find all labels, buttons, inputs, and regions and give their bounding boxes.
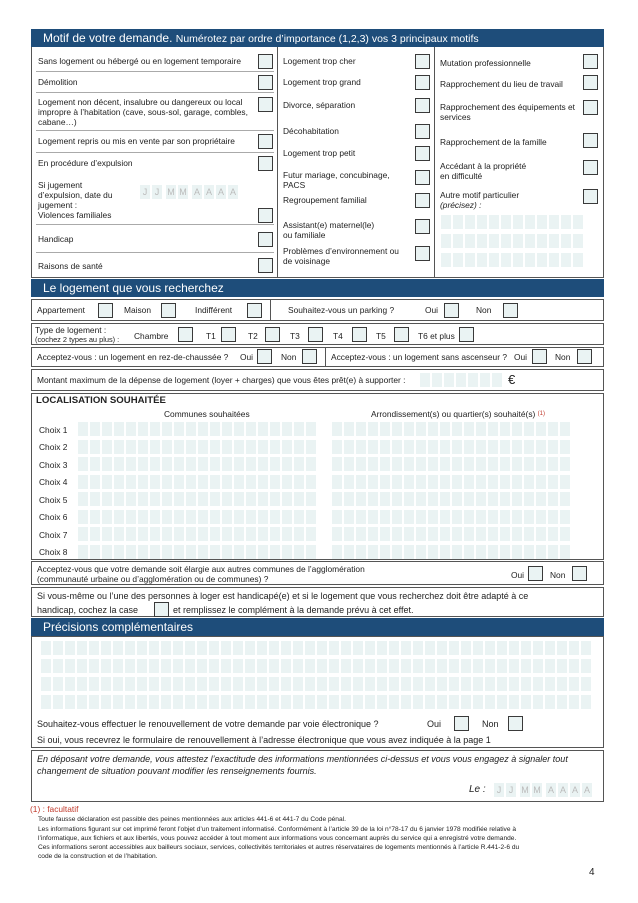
taille-t4: T4: [333, 331, 343, 341]
motif-sante: Raisons de santé: [38, 261, 103, 271]
motif-trop-grand: Logement trop grand: [283, 77, 361, 87]
parking-non-checkbox[interactable]: [503, 303, 518, 318]
choix-label: Choix 5: [39, 495, 68, 505]
rdc-oui-label: Oui: [240, 352, 254, 362]
choix-label: Choix 1: [39, 425, 68, 435]
taille-t6: T6 et plus: [418, 331, 455, 341]
choix-label: Choix 6: [39, 512, 68, 522]
parking-question: Souhaitez-vous un parking ?: [288, 305, 395, 315]
motif-checkbox[interactable]: [415, 124, 430, 139]
motif-subtitle: Numérotez par ordre d’importance (1,2,3) vos 3 principaux motifs: [175, 33, 479, 45]
motif-checkbox[interactable]: [258, 156, 273, 171]
footer-line: Les informations figurant sur cet imprimé feront l’objet d’un traitement informatisé. Conformément à l’article 39 de la loi n°78-17 du 6 janvier 1978 modifiée relative à: [38, 826, 516, 833]
motif-checkbox[interactable]: [583, 54, 598, 69]
motif-violences: Violences familiales: [38, 210, 112, 220]
arrondissement-header: Arrondissement(s) ou quartier(s) souhaité(s) $^{(1)}$: [371, 409, 545, 419]
motif-checkbox[interactable]: [415, 246, 430, 261]
elargie-oui-checkbox[interactable]: [528, 566, 543, 581]
type-indifferent: Indifférent: [195, 305, 233, 315]
motif-assistant: Assistant(e) maternel(le) ou familiale: [283, 220, 375, 240]
t1-checkbox[interactable]: [221, 327, 236, 342]
motif-mariage: Futur mariage, concubinage, PACS: [283, 170, 390, 190]
motif-checkbox[interactable]: [583, 133, 598, 148]
motif-checkbox[interactable]: [258, 258, 273, 273]
motif-checkbox[interactable]: [258, 208, 273, 223]
ascenseur-non-checkbox[interactable]: [577, 349, 592, 364]
logement-header: [31, 279, 604, 297]
taille-t5: T5: [376, 331, 386, 341]
motif-checkbox[interactable]: [415, 54, 430, 69]
motif-equipements: Rapprochement des équipements et services: [440, 102, 576, 122]
handicap-checkbox[interactable]: [154, 602, 169, 617]
footnote-label: (1) : facultatif: [30, 804, 79, 814]
precisions-title: Précisions complémentaires: [43, 620, 194, 634]
elargie-question: Acceptez-vous que votre demande soit élargie aux autres communes de l’agglomération: [37, 564, 365, 574]
motif-non-decent: Logement non décent, insalubre ou dangereux ou local impropre à l’habitation (cave, sous-sol, garage, combles, cabane…): [38, 97, 248, 127]
motif-checkbox[interactable]: [583, 160, 598, 175]
choix-label: Choix 3: [39, 460, 68, 470]
type-appartement: Appartement: [37, 305, 85, 315]
motif-travail: Rapprochement du lieu de travail: [440, 79, 563, 89]
motif-handicap: Handicap: [38, 234, 74, 244]
elargie-question-2: (communauté urbaine ou d’agglomération ou de communes) ?: [37, 574, 269, 584]
motif-repris: Logement repris ou mis en vente par son propriétaire: [38, 136, 235, 146]
motif-checkbox[interactable]: [258, 97, 273, 112]
motif-checkbox[interactable]: [415, 146, 430, 161]
motif-header: [31, 29, 604, 47]
ascenseur-question: Acceptez-vous : un logement sans ascenseur ?: [331, 352, 507, 362]
communes-header: Communes souhaitées: [164, 409, 250, 419]
ascenseur-non-label: Non: [555, 352, 571, 362]
footer-line: code de la construction et de l’habitation.: [38, 853, 158, 860]
motif-autre: Autre motif particulier: [440, 190, 520, 200]
footer-line: Ces informations seront accessibles aux bailleurs sociaux, services, collectivités territoriales et autres réservataires de logements mentionnés à l’article R.441-2-6 du: [38, 844, 520, 851]
t2-checkbox[interactable]: [265, 327, 280, 342]
footer-line: Toute fausse déclaration est passible des peines mentionnées aux articles 441-6 et 441-7 du Code pénal.: [38, 816, 346, 823]
motif-expulsion: En procédure d’expulsion: [38, 158, 133, 168]
rdc-non-checkbox[interactable]: [302, 349, 317, 364]
type-logement-note: (cochez 2 types au plus) :: [35, 335, 120, 344]
renouvellement-question: Souhaitez-vous effectuer le renouvellement de votre demande par voie électronique ?: [37, 719, 379, 729]
motif-trop-petit: Logement trop petit: [283, 148, 356, 158]
motif-demolition: Démolition: [38, 77, 78, 87]
ascenseur-oui-label: Oui: [514, 352, 528, 362]
motif-checkbox[interactable]: [415, 219, 430, 234]
maison-checkbox[interactable]: [161, 303, 176, 318]
type-maison: Maison: [124, 305, 151, 315]
handicap-text-1: Si vous-même ou l’une des personnes à loger est handicapé(e) et si le logement que vous recherchez doit être adapté à ce: [37, 591, 529, 601]
indifferent-checkbox[interactable]: [247, 303, 262, 318]
renouvellement-oui-label: Oui: [427, 719, 442, 729]
parking-oui-checkbox[interactable]: [444, 303, 459, 318]
parking-oui-label: Oui: [425, 305, 439, 315]
ascenseur-oui-checkbox[interactable]: [532, 349, 547, 364]
currency-symbol: €: [508, 372, 516, 387]
motif-checkbox[interactable]: [415, 193, 430, 208]
elargie-non-checkbox[interactable]: [572, 566, 587, 581]
t4-checkbox[interactable]: [352, 327, 367, 342]
localisation-title: LOCALISATION SOUHAITÉE: [36, 395, 166, 406]
date-label: Le :: [469, 784, 486, 795]
motif-accedant: Accédant à la propriété en difficulté: [440, 161, 527, 181]
motif-regroupement: Regroupement familial: [283, 195, 367, 205]
rdc-oui-checkbox[interactable]: [257, 349, 272, 364]
attestation-text: En déposant votre demande, vous attestez l’exactitude des informations mentionnées ci-dessus et vous vous engagez à signaler tout changement de situation pouvant modifier les renseignements fournis.: [37, 754, 568, 776]
logement-title: Le logement que vous recherchez: [43, 281, 224, 295]
motif-checkbox[interactable]: [583, 75, 598, 90]
motif-jugement-date-label: Si jugement d’expulsion, date du jugement :: [38, 180, 113, 210]
footer-line: l’informatique, aux fichiers et aux libertés, vous pouvez accéder à tout moment aux informations vous concernant auprès du service qui a enregistré votre demande.: [38, 835, 517, 842]
montant-question: Montant maximum de la dépense de logement (loyer + charges) que vous êtes prêt(e) à supporter :: [37, 375, 406, 385]
motif-checkbox[interactable]: [415, 98, 430, 113]
handicap-text-2b: et remplissez le complément à la demande prévu à cet effet.: [173, 605, 414, 615]
taille-t3: T3: [290, 331, 300, 341]
precisions-header: [31, 618, 604, 636]
motif-decohabitation: Décohabitation: [283, 126, 339, 136]
type-logement-label: Type de logement :: [35, 325, 107, 335]
taille-t1: T1: [206, 331, 216, 341]
t5-checkbox[interactable]: [394, 327, 409, 342]
motif-environnement: Problèmes d’environnement ou de voisinage: [283, 246, 399, 266]
renouvellement-non-label: Non: [482, 719, 499, 729]
motif-famille: Rapprochement de la famille: [440, 137, 547, 147]
elargie-non-label: Non: [550, 570, 566, 580]
appartement-checkbox[interactable]: [98, 303, 113, 318]
taille-t2: T2: [248, 331, 258, 341]
elargie-oui-label: Oui: [511, 570, 525, 580]
renouvellement-info: Si oui, vous recevrez le formulaire de renouvellement à l’adresse électronique que vous avez indiquée à la page 1: [37, 735, 491, 745]
handicap-text-2a: handicap, cochez la case: [37, 605, 139, 615]
choix-label: Choix 2: [39, 442, 68, 452]
renouvellement-oui-checkbox[interactable]: [454, 716, 469, 731]
motif-checkbox[interactable]: [258, 54, 273, 69]
t6-checkbox[interactable]: [459, 327, 474, 342]
rdc-question: Acceptez-vous : un logement en rez-de-chaussée ?: [37, 352, 229, 362]
motif-divorce: Divorce, séparation: [283, 100, 356, 110]
motif-trop-cher: Logement trop cher: [283, 56, 356, 66]
motif-title: Motif de votre demande.: [43, 31, 173, 45]
motif-mutation: Mutation professionnelle: [440, 58, 531, 68]
taille-chambre: Chambre: [134, 331, 169, 341]
motif-checkbox[interactable]: [583, 189, 598, 204]
motif-checkbox[interactable]: [415, 170, 430, 185]
motif-sans-logement: Sans logement ou hébergé ou en logement temporaire: [38, 56, 241, 66]
motif-precisez: (précisez) :: [440, 200, 482, 210]
choix-label: Choix 7: [39, 530, 68, 540]
rdc-non-label: Non: [281, 352, 297, 362]
renouvellement-non-checkbox[interactable]: [508, 716, 523, 731]
chambre-checkbox[interactable]: [178, 327, 193, 342]
t3-checkbox[interactable]: [308, 327, 323, 342]
motif-checkbox[interactable]: [583, 100, 598, 115]
choix-label: Choix 4: [39, 477, 68, 487]
parking-non-label: Non: [476, 305, 492, 315]
page-number: 4: [589, 867, 595, 878]
motif-checkbox[interactable]: [415, 75, 430, 90]
motif-checkbox[interactable]: [258, 75, 273, 90]
choix-label: Choix 8: [39, 547, 68, 557]
motif-checkbox[interactable]: [258, 134, 273, 149]
motif-checkbox[interactable]: [258, 232, 273, 247]
